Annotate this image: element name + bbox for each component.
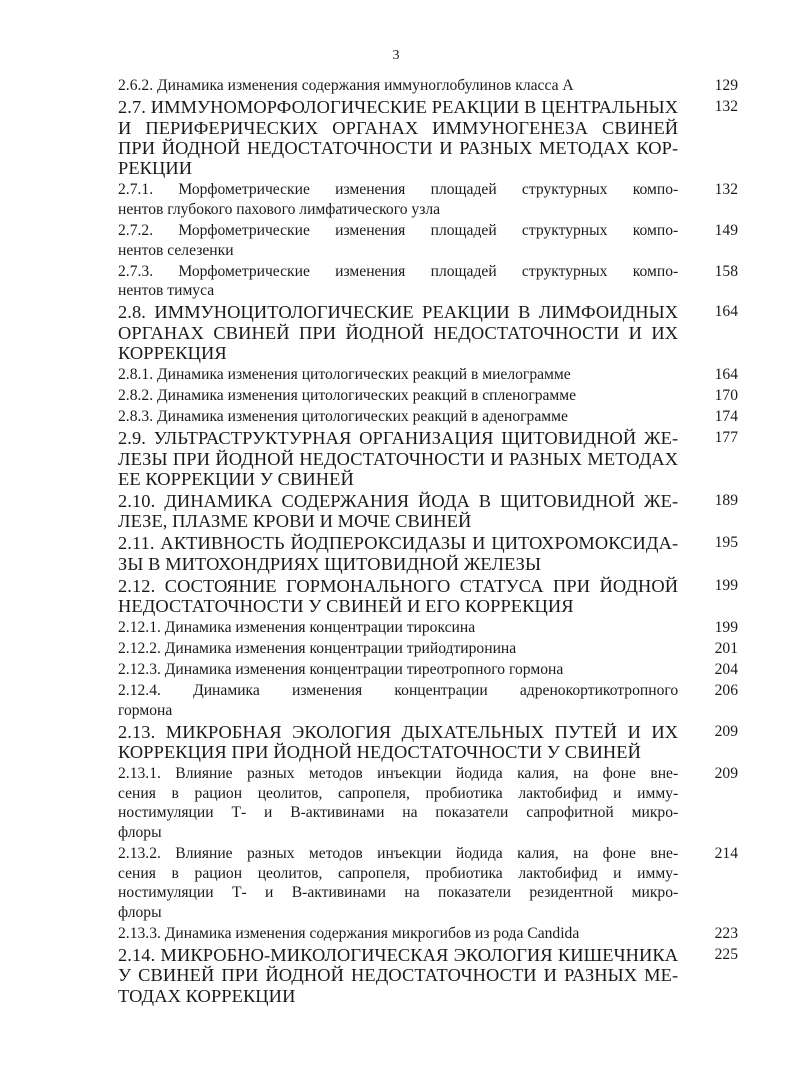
toc-entry-line: НЕДОСТАТОЧНОСТИ У СВИНЕЙ И ЕГО КОРРЕКЦИЯ xyxy=(118,596,574,617)
toc-page-number: 204 xyxy=(714,661,738,679)
toc-entry-title xyxy=(118,428,678,489)
toc-subsection-entry xyxy=(118,764,758,842)
toc-entry-line: 2.8.3. Динамика изменения цитологических реакций в аденограмме xyxy=(118,408,568,426)
toc-page-number: 195 xyxy=(714,534,738,552)
toc-page-number: 164 xyxy=(714,303,738,321)
toc-entry-line: 2.11. АКТИВНОСТЬ ЙОДПЕРОКСИДАЗЫ И ЦИТОХРОМОКСИДА- xyxy=(118,533,679,554)
toc-entry-line: РЕКЦИИ xyxy=(118,158,193,179)
toc-section-entry xyxy=(118,97,758,179)
toc-section-entry xyxy=(118,533,758,574)
toc-entry-line: ЕЕ КОРРЕКЦИИ У СВИНЕЙ xyxy=(118,469,354,490)
toc-subsection-entry xyxy=(118,76,758,96)
toc-page-number: 158 xyxy=(714,262,738,280)
toc-entry-line: 2.13. МИКРОБНАЯ ЭКОЛОГИЯ ДЫХАТЕЛЬНЫХ ПУТЕЙ И ИХ xyxy=(118,721,679,742)
toc-entry-line: 2.7.1. Морфометрические изменения площадей структурных компо- xyxy=(118,181,679,199)
table-of-contents xyxy=(118,76,758,1008)
toc-entry-title xyxy=(118,76,678,96)
page-number: 3 xyxy=(392,48,400,63)
toc-entry-line: 2.6.2. Динамика изменения содержания иммуноглобулинов класса А xyxy=(118,77,574,94)
toc-entry-title xyxy=(118,618,678,638)
toc-entry-title xyxy=(118,660,678,680)
toc-page-number: 201 xyxy=(714,640,738,658)
toc-entry-line: гормона xyxy=(118,701,173,719)
toc-entry-line: 2.10. ДИНАМИКА СОДЕРЖАНИЯ ЙОДА В ЩИТОВИДНОЙ ЖЕ- xyxy=(118,491,679,511)
toc-page-number: 164 xyxy=(714,366,738,383)
toc-entry-line: 2.8.2. Динамика изменения цитологических реакций в спленограмме xyxy=(118,387,577,405)
toc-page-number: 149 xyxy=(714,221,738,239)
toc-entry-line: 2.13.2. Влияние разных методов инъекции йодида калия, на фоне вне- xyxy=(118,845,679,863)
toc-entry-title xyxy=(118,302,678,363)
toc-entry-title xyxy=(118,386,678,406)
toc-entry-line: нентов глубокого пахового лимфатического узла xyxy=(118,200,441,218)
toc-page-number: 170 xyxy=(714,387,738,405)
toc-entry-line: нентов селезенки xyxy=(118,241,234,259)
toc-entry-title xyxy=(118,262,678,301)
toc-entry-title xyxy=(118,97,678,179)
toc-page-number: 129 xyxy=(714,77,738,94)
toc-entry-line: 2.7. ИММУНОМОРФОЛОГИЧЕСКИЕ РЕАКЦИИ В ЦЕНТРАЛЬНЫХ xyxy=(118,97,679,118)
toc-subsection-entry xyxy=(118,221,758,260)
toc-entry-line: У СВИНЕЙ ПРИ ЙОДНОЙ НЕДОСТАТОЧНОСТИ И РАЗНЫХ МЕ- xyxy=(118,965,679,986)
toc-entry-line: 2.12.1. Динамика изменения концентрации тироксина xyxy=(118,618,476,636)
toc-entry-line: флоры xyxy=(118,824,162,841)
toc-entry-line: сения в рацион цеолитов, сапропеля, пробиотика лактобифид и имму- xyxy=(118,864,679,882)
toc-entry-title xyxy=(118,681,678,720)
toc-section-entry xyxy=(118,722,758,763)
toc-entry-title xyxy=(118,407,678,427)
toc-page-number: 223 xyxy=(714,924,738,942)
toc-subsection-entry xyxy=(118,262,758,301)
toc-entry-line: КОРРЕКЦИЯ xyxy=(118,343,227,364)
toc-entry-title xyxy=(118,180,678,219)
toc-entry-line: 2.14. МИКРОБНО-МИКОЛОГИЧЕСКАЯ ЭКОЛОГИЯ КИШЕЧНИКА xyxy=(118,945,679,966)
toc-entry-line: 2.12. СОСТОЯНИЕ ГОРМОНАЛЬНОГО СТАТУСА ПРИ ЙОДНОЙ xyxy=(118,575,679,596)
toc-page-number: 209 xyxy=(714,722,738,740)
toc-entry-line: 2.8. ИММУНОЦИТОЛОГИЧЕСКИЕ РЕАКЦИИ В ЛИМФОИДНЫХ xyxy=(118,302,679,323)
toc-entry-title xyxy=(118,844,678,922)
toc-entry-title xyxy=(118,491,678,532)
toc-section-entry xyxy=(118,428,758,489)
toc-page-number: 209 xyxy=(714,765,738,783)
toc-section-entry xyxy=(118,302,758,363)
toc-page-number: 199 xyxy=(714,618,738,636)
toc-entry-line: ностимуляции Т- и В-активинами на показатели сапрофитной микро- xyxy=(118,804,679,822)
toc-entry-title xyxy=(118,365,678,385)
toc-page-number: 132 xyxy=(714,98,738,116)
toc-entry-title xyxy=(118,945,678,1006)
toc-entry-title xyxy=(118,639,678,659)
toc-entry-line: ностимуляции Т- и В-активинами на показатели резидентной микро- xyxy=(118,884,679,902)
toc-entry-line: ОРГАНАХ СВИНЕЙ ПРИ ЙОДНОЙ НЕДОСТАТОЧНОСТИ И ИХ xyxy=(118,322,679,343)
toc-entry-title xyxy=(118,924,678,944)
toc-entry-title xyxy=(118,221,678,260)
toc-entry-title xyxy=(118,533,678,574)
toc-section-entry xyxy=(118,945,758,1006)
toc-page-number: 177 xyxy=(714,429,738,447)
toc-page-number: 174 xyxy=(714,408,738,426)
toc-subsection-entry xyxy=(118,660,758,680)
toc-page-number: 206 xyxy=(714,682,738,700)
toc-entry-line: ТОДАХ КОРРЕКЦИИ xyxy=(118,985,296,1006)
toc-section-entry xyxy=(118,491,758,532)
toc-section-entry xyxy=(118,576,758,617)
toc-entry-line: 2.12.4. Динамика изменения концентрации адренокортикотропного xyxy=(118,682,679,700)
toc-page-number: 132 xyxy=(714,181,738,199)
toc-subsection-entry xyxy=(118,681,758,720)
toc-subsection-entry xyxy=(118,924,758,944)
toc-entry-title xyxy=(118,576,678,617)
toc-entry-line: 2.8.1. Динамика изменения цитологических реакций в миелограмме xyxy=(118,366,571,383)
toc-subsection-entry xyxy=(118,618,758,638)
toc-entry-line: флоры xyxy=(118,903,162,921)
toc-entry-line: 2.13.3. Динамика изменения содержания микрогибов из рода Candida xyxy=(118,924,580,942)
toc-subsection-entry xyxy=(118,180,758,219)
toc-entry-line: 2.12.3. Динамика изменения концентрации тиреотропного гормона xyxy=(118,661,564,679)
toc-entry-line: 2.9. УЛЬТРАСТРУКТУРНАЯ ОРГАНИЗАЦИЯ ЩИТОВИДНОЙ ЖЕ- xyxy=(118,428,679,449)
toc-page-number: 225 xyxy=(714,946,738,964)
toc-subsection-entry xyxy=(118,844,758,922)
toc-entry-line: КОРРЕКЦИЯ ПРИ ЙОДНОЙ НЕДОСТАТОЧНОСТИ У СВИНЕЙ xyxy=(118,742,641,763)
toc-subsection-entry xyxy=(118,386,758,406)
toc-page-number: 214 xyxy=(714,845,738,863)
toc-entry-line: ПРИ ЙОДНОЙ НЕДОСТАТОЧНОСТИ И РАЗНЫХ МЕТОДАХ КОР- xyxy=(118,137,679,158)
toc-entry-line: 2.12.2. Динамика изменения концентрации трийодтиронина xyxy=(118,640,517,658)
toc-page-number: 199 xyxy=(714,576,738,594)
toc-entry-line: И ПЕРИФЕРИЧЕСКИХ ОРГАНАХ ИММУНОГЕНЕЗА СВИНЕЙ xyxy=(118,117,679,138)
toc-subsection-entry xyxy=(118,407,758,427)
toc-entry-line: ЛЕЗЕ, ПЛАЗМЕ КРОВИ И МОЧЕ СВИНЕЙ xyxy=(118,511,472,532)
toc-entry-line: сения в рацион цеолитов, сапропеля, пробиотика лактобифид и имму- xyxy=(118,784,679,802)
toc-entry-line: 2.13.1. Влияние разных методов инъекции йодида калия, на фоне вне- xyxy=(118,765,679,783)
toc-entry-line: нентов тимуса xyxy=(118,282,215,300)
toc-entry-line: 2.7.3. Морфометрические изменения площадей структурных компо- xyxy=(118,262,679,280)
toc-entry-title xyxy=(118,764,678,842)
toc-subsection-entry xyxy=(118,639,758,659)
toc-page-number: 189 xyxy=(714,492,738,509)
toc-subsection-entry xyxy=(118,365,758,385)
toc-entry-line: 2.7.2. Морфометрические изменения площадей структурных компо- xyxy=(118,221,679,239)
toc-entry-line: ЛЕЗЫ ПРИ ЙОДНОЙ НЕДОСТАТОЧНОСТИ И РАЗНЫХ МЕТОДАХ xyxy=(118,448,679,469)
toc-entry-line: ЗЫ В МИТОХОНДРИЯХ ЩИТОВИДНОЙ ЖЕЛЕЗЫ xyxy=(118,553,542,574)
toc-entry-title xyxy=(118,722,678,763)
